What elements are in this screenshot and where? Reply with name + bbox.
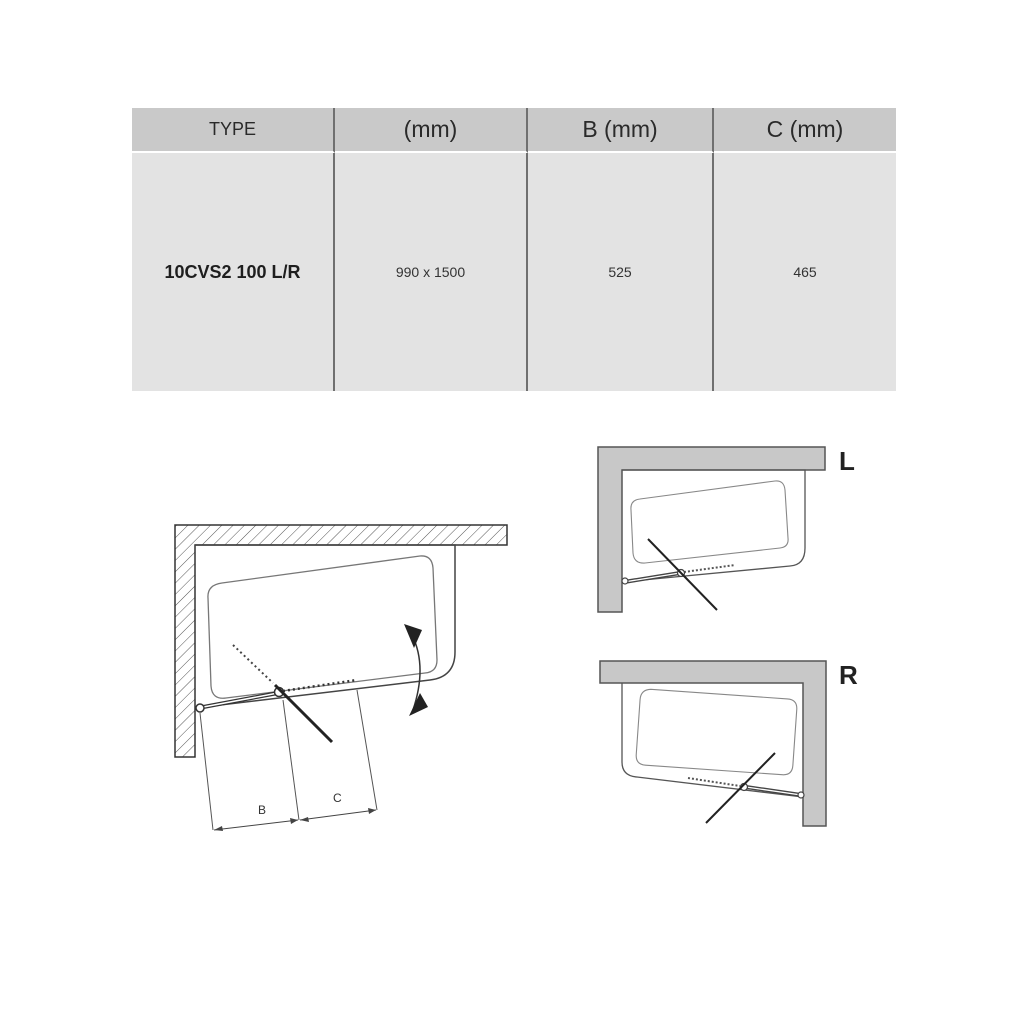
variant-label-l: L — [839, 446, 855, 476]
header-c: C (mm) — [714, 108, 896, 153]
arrow-head-down — [409, 693, 428, 716]
arrow-head-up — [404, 624, 422, 648]
dim-label-c: C — [333, 791, 342, 805]
bath-outline-r — [622, 683, 803, 797]
swing-dotted-l — [684, 565, 735, 572]
variant-label-r: R — [839, 660, 858, 690]
variant-l-diagram — [590, 440, 870, 620]
dim-line-c — [300, 810, 376, 820]
cell-size: 990 x 1500 — [335, 153, 528, 391]
dim-line-b — [214, 820, 298, 830]
door-leaf — [275, 685, 332, 742]
bath-outline-l — [622, 470, 805, 582]
wall-hatched — [175, 525, 507, 757]
spec-table — [132, 108, 896, 391]
cell-c: 465 — [793, 264, 817, 280]
bath-basin — [208, 556, 437, 698]
dim-label-b: B — [258, 803, 267, 817]
swing-dotted-r — [688, 778, 740, 786]
wall-r — [600, 661, 826, 826]
header-b: B (mm) — [528, 108, 714, 153]
header-type: TYPE — [132, 108, 335, 153]
cell-b: 525 — [528, 153, 714, 391]
cell-type: 10CVS2 100 L/R — [132, 153, 335, 391]
header-size: (mm) — [335, 108, 528, 153]
wall-mount-hinge — [196, 704, 204, 712]
variant-r-diagram — [590, 650, 870, 835]
bath-basin-l — [631, 481, 788, 563]
door-open-dotted — [233, 645, 273, 683]
bath-basin-r — [636, 689, 798, 776]
main-plan-diagram — [150, 510, 530, 850]
